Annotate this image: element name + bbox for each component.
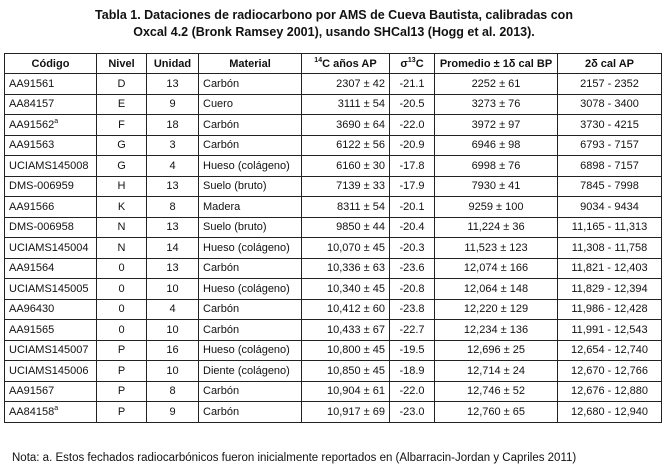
table-row bbox=[5, 320, 662, 341]
cell-promedio: 12,074 ± 166 bbox=[435, 258, 558, 279]
table-row bbox=[5, 279, 662, 300]
cell-sigma: -17.8 bbox=[390, 156, 435, 177]
table-row bbox=[5, 361, 662, 382]
cell-promedio: 11,523 ± 123 bbox=[435, 238, 558, 259]
cell-material: Carbón bbox=[199, 74, 302, 95]
cell-promedio: 12,064 ± 148 bbox=[435, 279, 558, 300]
cell-sigma: -20.8 bbox=[390, 279, 435, 300]
cell-c14: 10,917 ± 69 bbox=[302, 402, 390, 423]
cell-material: Carbón bbox=[199, 381, 302, 402]
cell-c14: 10,070 ± 45 bbox=[302, 238, 390, 259]
cell-codigo: UCIAMS145004 bbox=[5, 238, 97, 259]
cell-codigo: UCIAMS145007 bbox=[5, 340, 97, 361]
cell-c14: 10,800 ± 45 bbox=[302, 340, 390, 361]
table-row bbox=[5, 340, 662, 361]
cell-promedio: 6998 ± 76 bbox=[435, 156, 558, 177]
header-unidad: Unidad bbox=[147, 54, 199, 74]
cell-promedio: 2252 ± 61 bbox=[435, 74, 558, 95]
cell-sigma: -20.9 bbox=[390, 135, 435, 156]
header-codigo: Código bbox=[5, 54, 97, 74]
cell-c14: 10,904 ± 61 bbox=[302, 381, 390, 402]
cell-unidad: 18 bbox=[147, 115, 199, 136]
cell-rango: 3078 - 3400 bbox=[558, 94, 662, 115]
cell-c14: 10,412 ± 60 bbox=[302, 299, 390, 320]
table-title-line-2: Oxcal 4.2 (Bronk Ramsey 2001), usando SHCal13 (Hogg et al. 2013). bbox=[133, 25, 535, 39]
cell-material: Hueso (colágeno) bbox=[199, 238, 302, 259]
cell-c14: 3690 ± 64 bbox=[302, 115, 390, 136]
radiocarbon-table bbox=[4, 53, 662, 423]
table-row bbox=[5, 94, 662, 115]
cell-promedio: 12,234 ± 136 bbox=[435, 320, 558, 341]
cell-unidad: 4 bbox=[147, 299, 199, 320]
cell-nivel: 0 bbox=[97, 299, 147, 320]
cell-rango: 12,670 - 12,766 bbox=[558, 361, 662, 382]
cell-material: Carbón bbox=[199, 402, 302, 423]
cell-sigma: -18.9 bbox=[390, 361, 435, 382]
table-row bbox=[5, 115, 662, 136]
cell-unidad: 13 bbox=[147, 258, 199, 279]
cell-material: Carbón bbox=[199, 320, 302, 341]
cell-codigo: DMS-006958 bbox=[5, 217, 97, 238]
cell-unidad: 10 bbox=[147, 320, 199, 341]
cell-unidad: 10 bbox=[147, 279, 199, 300]
cell-nivel: P bbox=[97, 402, 147, 423]
cell-material: Madera bbox=[199, 197, 302, 218]
table-row bbox=[5, 176, 662, 197]
header-2delta: 2δ cal AP bbox=[558, 54, 662, 74]
cell-rango: 12,676 - 12,880 bbox=[558, 381, 662, 402]
cell-sigma: -20.3 bbox=[390, 238, 435, 259]
cell-unidad: 14 bbox=[147, 238, 199, 259]
cell-nivel: G bbox=[97, 156, 147, 177]
cell-c14: 2307 ± 42 bbox=[302, 74, 390, 95]
cell-nivel: P bbox=[97, 381, 147, 402]
cell-rango: 12,654 - 12,740 bbox=[558, 340, 662, 361]
cell-rango: 11,308 - 11,758 bbox=[558, 238, 662, 259]
cell-sigma: -22.7 bbox=[390, 320, 435, 341]
cell-unidad: 8 bbox=[147, 381, 199, 402]
cell-material: Hueso (colágeno) bbox=[199, 156, 302, 177]
table-row bbox=[5, 402, 662, 423]
cell-rango: 11,829 - 12,394 bbox=[558, 279, 662, 300]
cell-sigma: -23.0 bbox=[390, 402, 435, 423]
cell-nivel: E bbox=[97, 94, 147, 115]
cell-c14: 8311 ± 54 bbox=[302, 197, 390, 218]
footnote-mark: a bbox=[54, 404, 59, 412]
cell-codigo: AA91565 bbox=[5, 320, 97, 341]
cell-codigo: AA91562$^a$ bbox=[5, 115, 97, 136]
table-title-line-1: Tabla 1. Dataciones de radiocarbono por AMS de Cueva Bautista, calibradas con bbox=[95, 8, 573, 22]
cell-nivel: N bbox=[97, 217, 147, 238]
cell-promedio: 12,696 ± 25 bbox=[435, 340, 558, 361]
cell-promedio: 12,220 ± 129 bbox=[435, 299, 558, 320]
cell-sigma: -22.0 bbox=[390, 115, 435, 136]
cell-sigma: -21.1 bbox=[390, 74, 435, 95]
cell-rango: 12,680 - 12,940 bbox=[558, 402, 662, 423]
cell-nivel: H bbox=[97, 176, 147, 197]
cell-unidad: 9 bbox=[147, 402, 199, 423]
cell-rango: 11,991 - 12,543 bbox=[558, 320, 662, 341]
cell-promedio: 6946 ± 98 bbox=[435, 135, 558, 156]
cell-sigma: -17.9 bbox=[390, 176, 435, 197]
cell-sigma: -20.4 bbox=[390, 217, 435, 238]
cell-unidad: 13 bbox=[147, 217, 199, 238]
cell-material: Hueso (colágeno) bbox=[199, 279, 302, 300]
cell-c14: 9850 ± 44 bbox=[302, 217, 390, 238]
cell-rango: 2157 - 2352 bbox=[558, 74, 662, 95]
cell-c14: 7139 ± 33 bbox=[302, 176, 390, 197]
cell-codigo: AA91564 bbox=[5, 258, 97, 279]
cell-promedio: 7930 ± 41 bbox=[435, 176, 558, 197]
cell-codigo: AA91567 bbox=[5, 381, 97, 402]
cell-unidad: 3 bbox=[147, 135, 199, 156]
cell-promedio: 9259 ± 100 bbox=[435, 197, 558, 218]
cell-nivel: 0 bbox=[97, 279, 147, 300]
cell-rango: 9034 - 9434 bbox=[558, 197, 662, 218]
table-row bbox=[5, 135, 662, 156]
cell-material: Carbón bbox=[199, 258, 302, 279]
cell-material: Carbón bbox=[199, 299, 302, 320]
cell-promedio: 11,224 ± 36 bbox=[435, 217, 558, 238]
cell-codigo: AA91563 bbox=[5, 135, 97, 156]
cell-material: Diente (colágeno) bbox=[199, 361, 302, 382]
cell-codigo: UCIAMS145006 bbox=[5, 361, 97, 382]
cell-promedio: 12,760 ± 65 bbox=[435, 402, 558, 423]
cell-c14: 10,336 ± 63 bbox=[302, 258, 390, 279]
cell-codigo: DMS-006959 bbox=[5, 176, 97, 197]
table-row bbox=[5, 156, 662, 177]
cell-codigo: UCIAMS145005 bbox=[5, 279, 97, 300]
header-material: Material bbox=[199, 54, 302, 74]
cell-nivel: D bbox=[97, 74, 147, 95]
cell-rango: 7845 - 7998 bbox=[558, 176, 662, 197]
cell-sigma: -20.5 bbox=[390, 94, 435, 115]
header-sigma13c: $\sigma^{13}C$ bbox=[390, 54, 435, 74]
cell-codigo: AA91561 bbox=[5, 74, 97, 95]
cell-c14: 6122 ± 56 bbox=[302, 135, 390, 156]
cell-sigma: -19.5 bbox=[390, 340, 435, 361]
cell-sigma: -20.1 bbox=[390, 197, 435, 218]
cell-nivel: P bbox=[97, 340, 147, 361]
footnote-mark: a bbox=[54, 117, 59, 125]
header-row bbox=[5, 54, 662, 74]
table-row bbox=[5, 238, 662, 259]
cell-material: Suelo (bruto) bbox=[199, 176, 302, 197]
table-title bbox=[0, 7, 668, 41]
cell-material: Suelo (bruto) bbox=[199, 217, 302, 238]
cell-codigo: AA84157 bbox=[5, 94, 97, 115]
cell-sigma: -22.0 bbox=[390, 381, 435, 402]
cell-rango: 11,165 - 11,313 bbox=[558, 217, 662, 238]
cell-c14: 10,433 ± 67 bbox=[302, 320, 390, 341]
cell-nivel: 0 bbox=[97, 320, 147, 341]
cell-promedio: 12,714 ± 24 bbox=[435, 361, 558, 382]
cell-codigo: UCIAMS145008 bbox=[5, 156, 97, 177]
header-c14: $^{14}$C años AP bbox=[302, 54, 390, 74]
cell-material: Cuero bbox=[199, 94, 302, 115]
cell-unidad: 4 bbox=[147, 156, 199, 177]
cell-sigma: -23.8 bbox=[390, 299, 435, 320]
table-row bbox=[5, 299, 662, 320]
cell-promedio: 3972 ± 97 bbox=[435, 115, 558, 136]
cell-rango: 11,821 - 12,403 bbox=[558, 258, 662, 279]
cell-codigo: AA96430 bbox=[5, 299, 97, 320]
header-nivel: Nivel bbox=[97, 54, 147, 74]
cell-material: Hueso (colágeno) bbox=[199, 340, 302, 361]
cell-promedio: 3273 ± 76 bbox=[435, 94, 558, 115]
table-row bbox=[5, 258, 662, 279]
cell-codigo: AA84158$^a$ bbox=[5, 402, 97, 423]
cell-rango: 3730 - 4215 bbox=[558, 115, 662, 136]
cell-c14: 6160 ± 30 bbox=[302, 156, 390, 177]
cell-promedio: 12,746 ± 52 bbox=[435, 381, 558, 402]
cell-unidad: 10 bbox=[147, 361, 199, 382]
table-row bbox=[5, 197, 662, 218]
table-row bbox=[5, 74, 662, 95]
cell-material: Carbón bbox=[199, 135, 302, 156]
cell-unidad: 13 bbox=[147, 74, 199, 95]
cell-unidad: 13 bbox=[147, 176, 199, 197]
cell-nivel: 0 bbox=[97, 258, 147, 279]
cell-c14: 10,340 ± 45 bbox=[302, 279, 390, 300]
cell-nivel: K bbox=[97, 197, 147, 218]
table-row bbox=[5, 381, 662, 402]
table-note: Nota: a. Estos fechados radiocarbónicos fueron inicialmente reportados en (Albarracin-Jordan y Capriles 2011) bbox=[12, 452, 577, 464]
cell-nivel: G bbox=[97, 135, 147, 156]
cell-rango: 6898 - 7157 bbox=[558, 156, 662, 177]
cell-c14: 3111 ± 54 bbox=[302, 94, 390, 115]
cell-material: Carbón bbox=[199, 115, 302, 136]
cell-nivel: P bbox=[97, 361, 147, 382]
cell-nivel: N bbox=[97, 238, 147, 259]
cell-rango: 6793 - 7157 bbox=[558, 135, 662, 156]
table-row bbox=[5, 217, 662, 238]
header-promedio: Promedio ± 1δ cal BP bbox=[435, 54, 558, 74]
cell-unidad: 16 bbox=[147, 340, 199, 361]
cell-rango: 11,986 - 12,428 bbox=[558, 299, 662, 320]
cell-sigma: -23.6 bbox=[390, 258, 435, 279]
cell-c14: 10,850 ± 45 bbox=[302, 361, 390, 382]
cell-unidad: 8 bbox=[147, 197, 199, 218]
cell-codigo: AA91566 bbox=[5, 197, 97, 218]
cell-unidad: 9 bbox=[147, 94, 199, 115]
cell-nivel: F bbox=[97, 115, 147, 136]
